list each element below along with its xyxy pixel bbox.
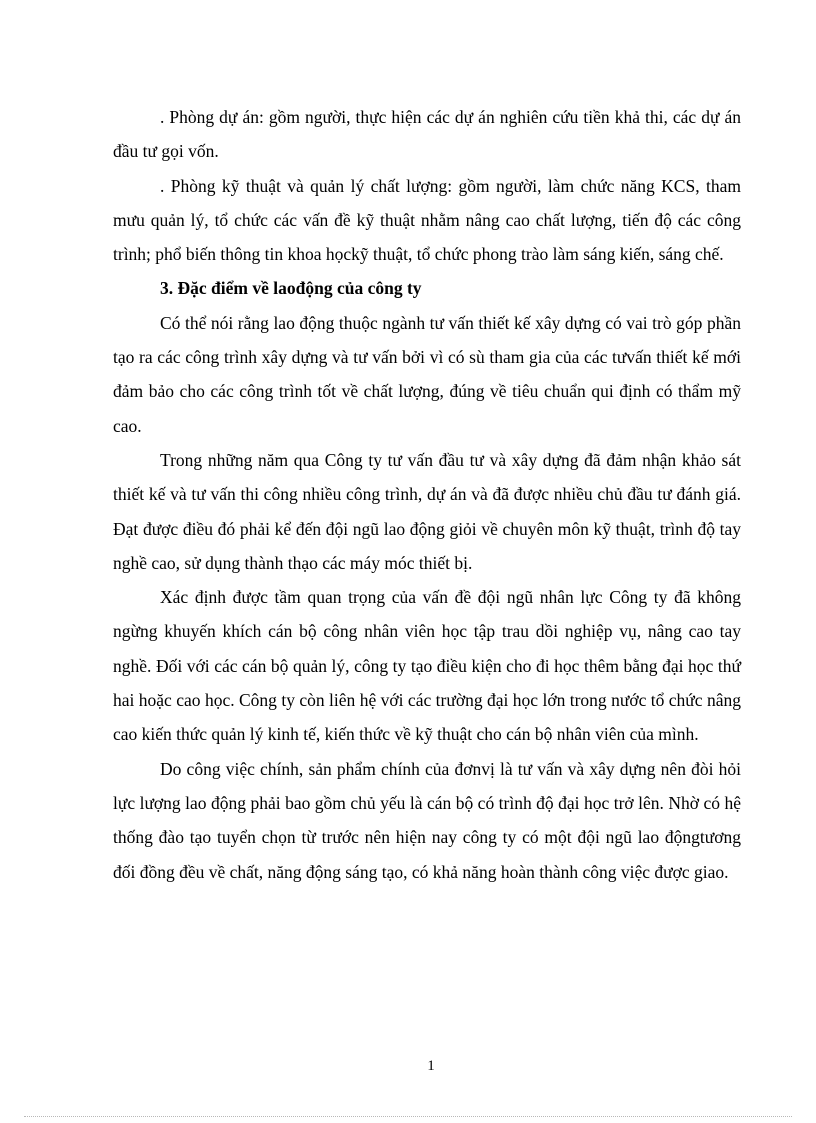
paragraph-labor-role: Có thể nói rằng lao động thuộc ngành tư vấn thiết kế xây dựng có vai trò góp phần tạo ra các công trình xây dựng và tư vấn bởi vì có sù tham gia của các tưvấn thiết kế mới đảm bảo cho các công trình tốt về chất lượng, đúng về tiêu chuẩn qui định có thẩm mỹ cao. (113, 312, 741, 436)
page-bottom-divider (24, 1116, 792, 1117)
paragraph-technical-department: . Phòng kỹ thuật và quản lý chất lượng: gồm người, làm chức năng KCS, tham mưu quản lý, tổ chức các vấn đề kỹ thuật nhằm nâng cao chất lượng, tiến độ các công trình; phổ biến thông tin khoa họckỹ thuật, tổ chức phong trào làm sáng kiến, sáng chế. (113, 175, 741, 265)
page-number: 1 (427, 1058, 435, 1074)
paragraph-project-department: . Phòng dự án: gồm người, thực hiện các dự án nghiên cứu tiền khả thi, các dự án đầu tư gọi vốn. (113, 107, 741, 162)
document-body (113, 100, 741, 889)
paragraph-training: Xác định được tầm quan trọng của vấn đề đội ngũ nhân lực Công ty đã không ngừng khuyến khích cán bộ công nhân viên học tập trau dồi nghiệp vụ, nâng cao tay nghề. Đối với các cán bộ quản lý, công ty tạo điều kiện cho đi học thêm bằng đại học thứ hai hoặc cao học. Công ty còn liên hệ với các trường đại học lớn trong nước tổ chức nâng cao kiến thức quản lý kinh tế, kiến thức về kỹ thuật cho cán bộ nhân viên của mình. (113, 587, 741, 745)
paragraph-workforce: Do công việc chính, sản phẩm chính của đơnvị là tư vấn và xây dựng nên đòi hỏi lực lượng lao động phải bao gồm chủ yếu là cán bộ có trình độ đại học trở lên. Nhờ có hệ thống đào tạo tuyển chọn từ trước nên hiện nay công ty có một đội ngũ lao độngtương đối đồng đều về chất, năng động sáng tạo, có khả năng hoàn thành công việc được giao. (113, 758, 741, 882)
paragraph-company-experience: Trong những năm qua Công ty tư vấn đầu tư và xây dựng đã đảm nhận khảo sát thiết kế và tư vấn thi công nhiều công trình, dự án và đã được nhiều chủ đầu tư đánh giá. Đạt được điều đó phải kể đến đội ngũ lao động giỏi về chuyên môn kỹ thuật, trình độ tay nghề cao, sử dụng thành thạo các máy móc thiết bị. (113, 449, 741, 573)
section-heading: 3. Đặc điểm về laođộng của công ty (160, 278, 422, 299)
